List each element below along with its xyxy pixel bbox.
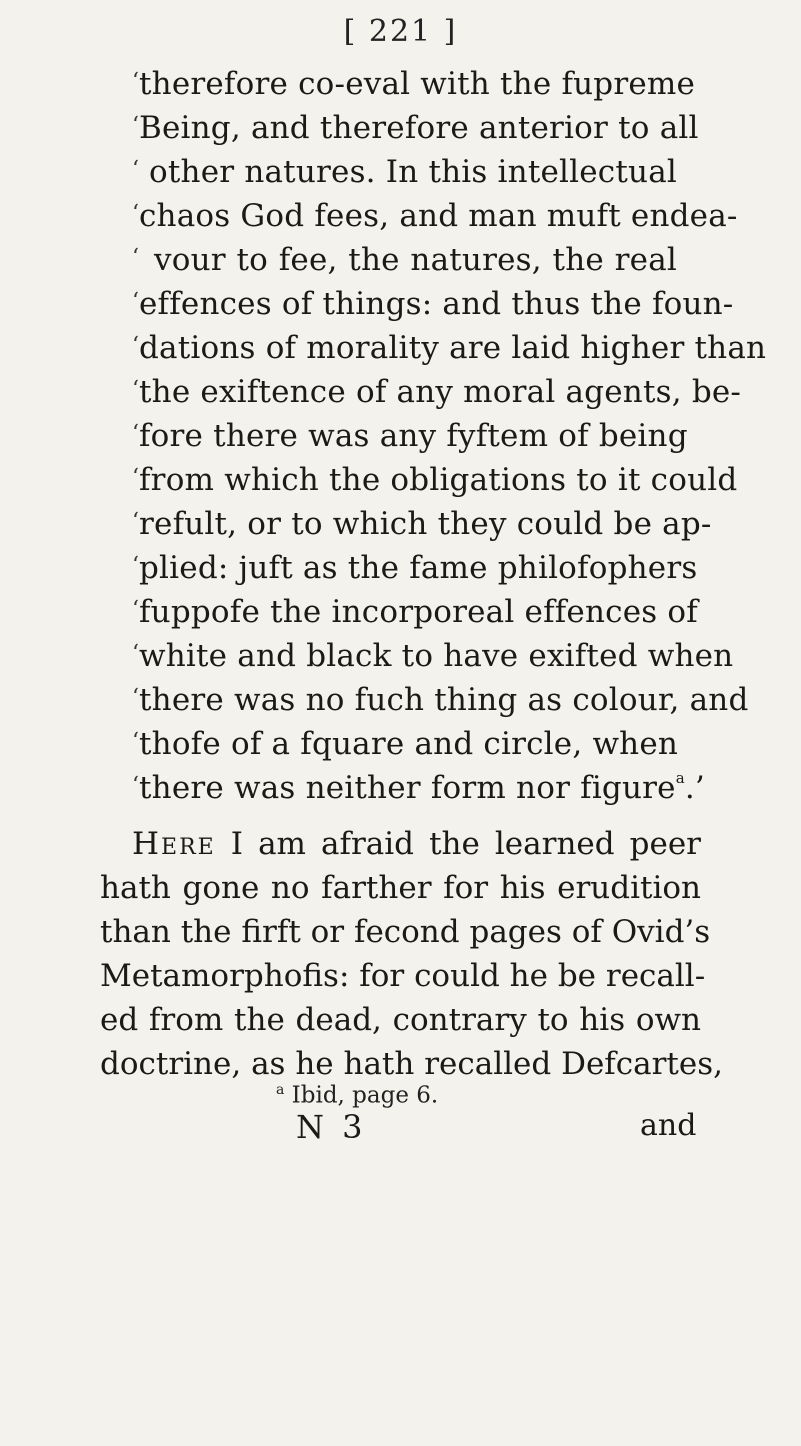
catchword: and (640, 1108, 697, 1143)
paragraph-line: Metamorphofis: for could he be recall- (100, 958, 706, 994)
quote-mark: ‘ (132, 641, 139, 666)
signature-mark: N 3 (296, 1108, 367, 1146)
page-number-header: [ 221 ] (343, 14, 458, 49)
quote-line: ‘ vour to fee, the natures, the real (132, 242, 677, 278)
closing-quote: .’ (684, 770, 705, 806)
quote-line: ‘ thofe of a fquare and circle, when (132, 726, 679, 762)
quote-mark: ‘ (132, 201, 139, 226)
paragraph-line: than the firft or fecond pages of Ovid’s (100, 914, 711, 950)
quotation-block (132, 66, 767, 814)
quote-line: ‘ chaos God fees, and man muft endea- (132, 198, 738, 234)
quote-mark: ‘ (132, 729, 139, 754)
quote-line: ‘ other natures. In this intellectual (132, 154, 677, 190)
quote-mark: ‘ (132, 245, 139, 270)
quote-line: ‘ fuppofe the incorporeal effences of (132, 594, 698, 630)
quote-mark: ‘ (132, 157, 139, 182)
quote-line: ‘ plied: juft as the fame philofophers (132, 550, 698, 586)
quote-last-line: there was neither form nor figure (139, 770, 676, 806)
footnote-marker: a (276, 1082, 285, 1098)
paragraph-line: ed from the dead, contrary to his own (100, 1002, 701, 1038)
quote-line: ‘ dations of morality are laid higher than (132, 330, 767, 366)
quote-mark: ‘ (132, 773, 139, 798)
quote-mark: ‘ (132, 333, 139, 358)
quote-line: ‘ from which the obligations to it could (132, 462, 738, 498)
quote-line: ‘ effences of things: and thus the foun- (132, 286, 734, 322)
paragraph-line: Here I am afraid the learned peer (132, 826, 702, 862)
footnote-text: Ibid, page 6. (291, 1082, 439, 1109)
paragraph-line: hath gone no farther for his erudition (100, 870, 701, 906)
quote-mark: ‘ (132, 113, 139, 138)
quote-mark: ‘ (132, 509, 139, 534)
quote-line: ‘ therefore co-eval with the fupreme (132, 66, 696, 102)
quote-mark: ‘ (132, 465, 139, 490)
quote-line: ‘ the exiftence of any moral agents, be- (132, 374, 742, 410)
lead-word: Here (132, 826, 216, 862)
quote-line (132, 768, 705, 814)
footnote (276, 1082, 438, 1109)
quote-mark: ‘ (132, 685, 139, 710)
quote-mark: ‘ (132, 69, 139, 94)
body-paragraph (100, 826, 723, 1090)
quote-line: ‘ white and black to have exifted when (132, 638, 734, 674)
footnote-reference: a (675, 768, 685, 787)
quote-line: ‘ there was no fuch thing as colour, and (132, 682, 749, 718)
quote-mark: ‘ (132, 289, 139, 314)
quote-line: ‘ refult, or to which they could be ap- (132, 506, 712, 542)
quote-line: ‘ fore there was any fyftem of being (132, 418, 688, 454)
quote-mark: ‘ (132, 553, 139, 578)
paragraph-line: doctrine, as he hath recalled Defcartes, (100, 1046, 723, 1082)
quote-mark: ‘ (132, 377, 139, 402)
quote-line: ‘ Being, and therefore anterior to all (132, 110, 699, 146)
quote-mark: ‘ (132, 597, 139, 622)
quote-mark: ‘ (132, 421, 139, 446)
